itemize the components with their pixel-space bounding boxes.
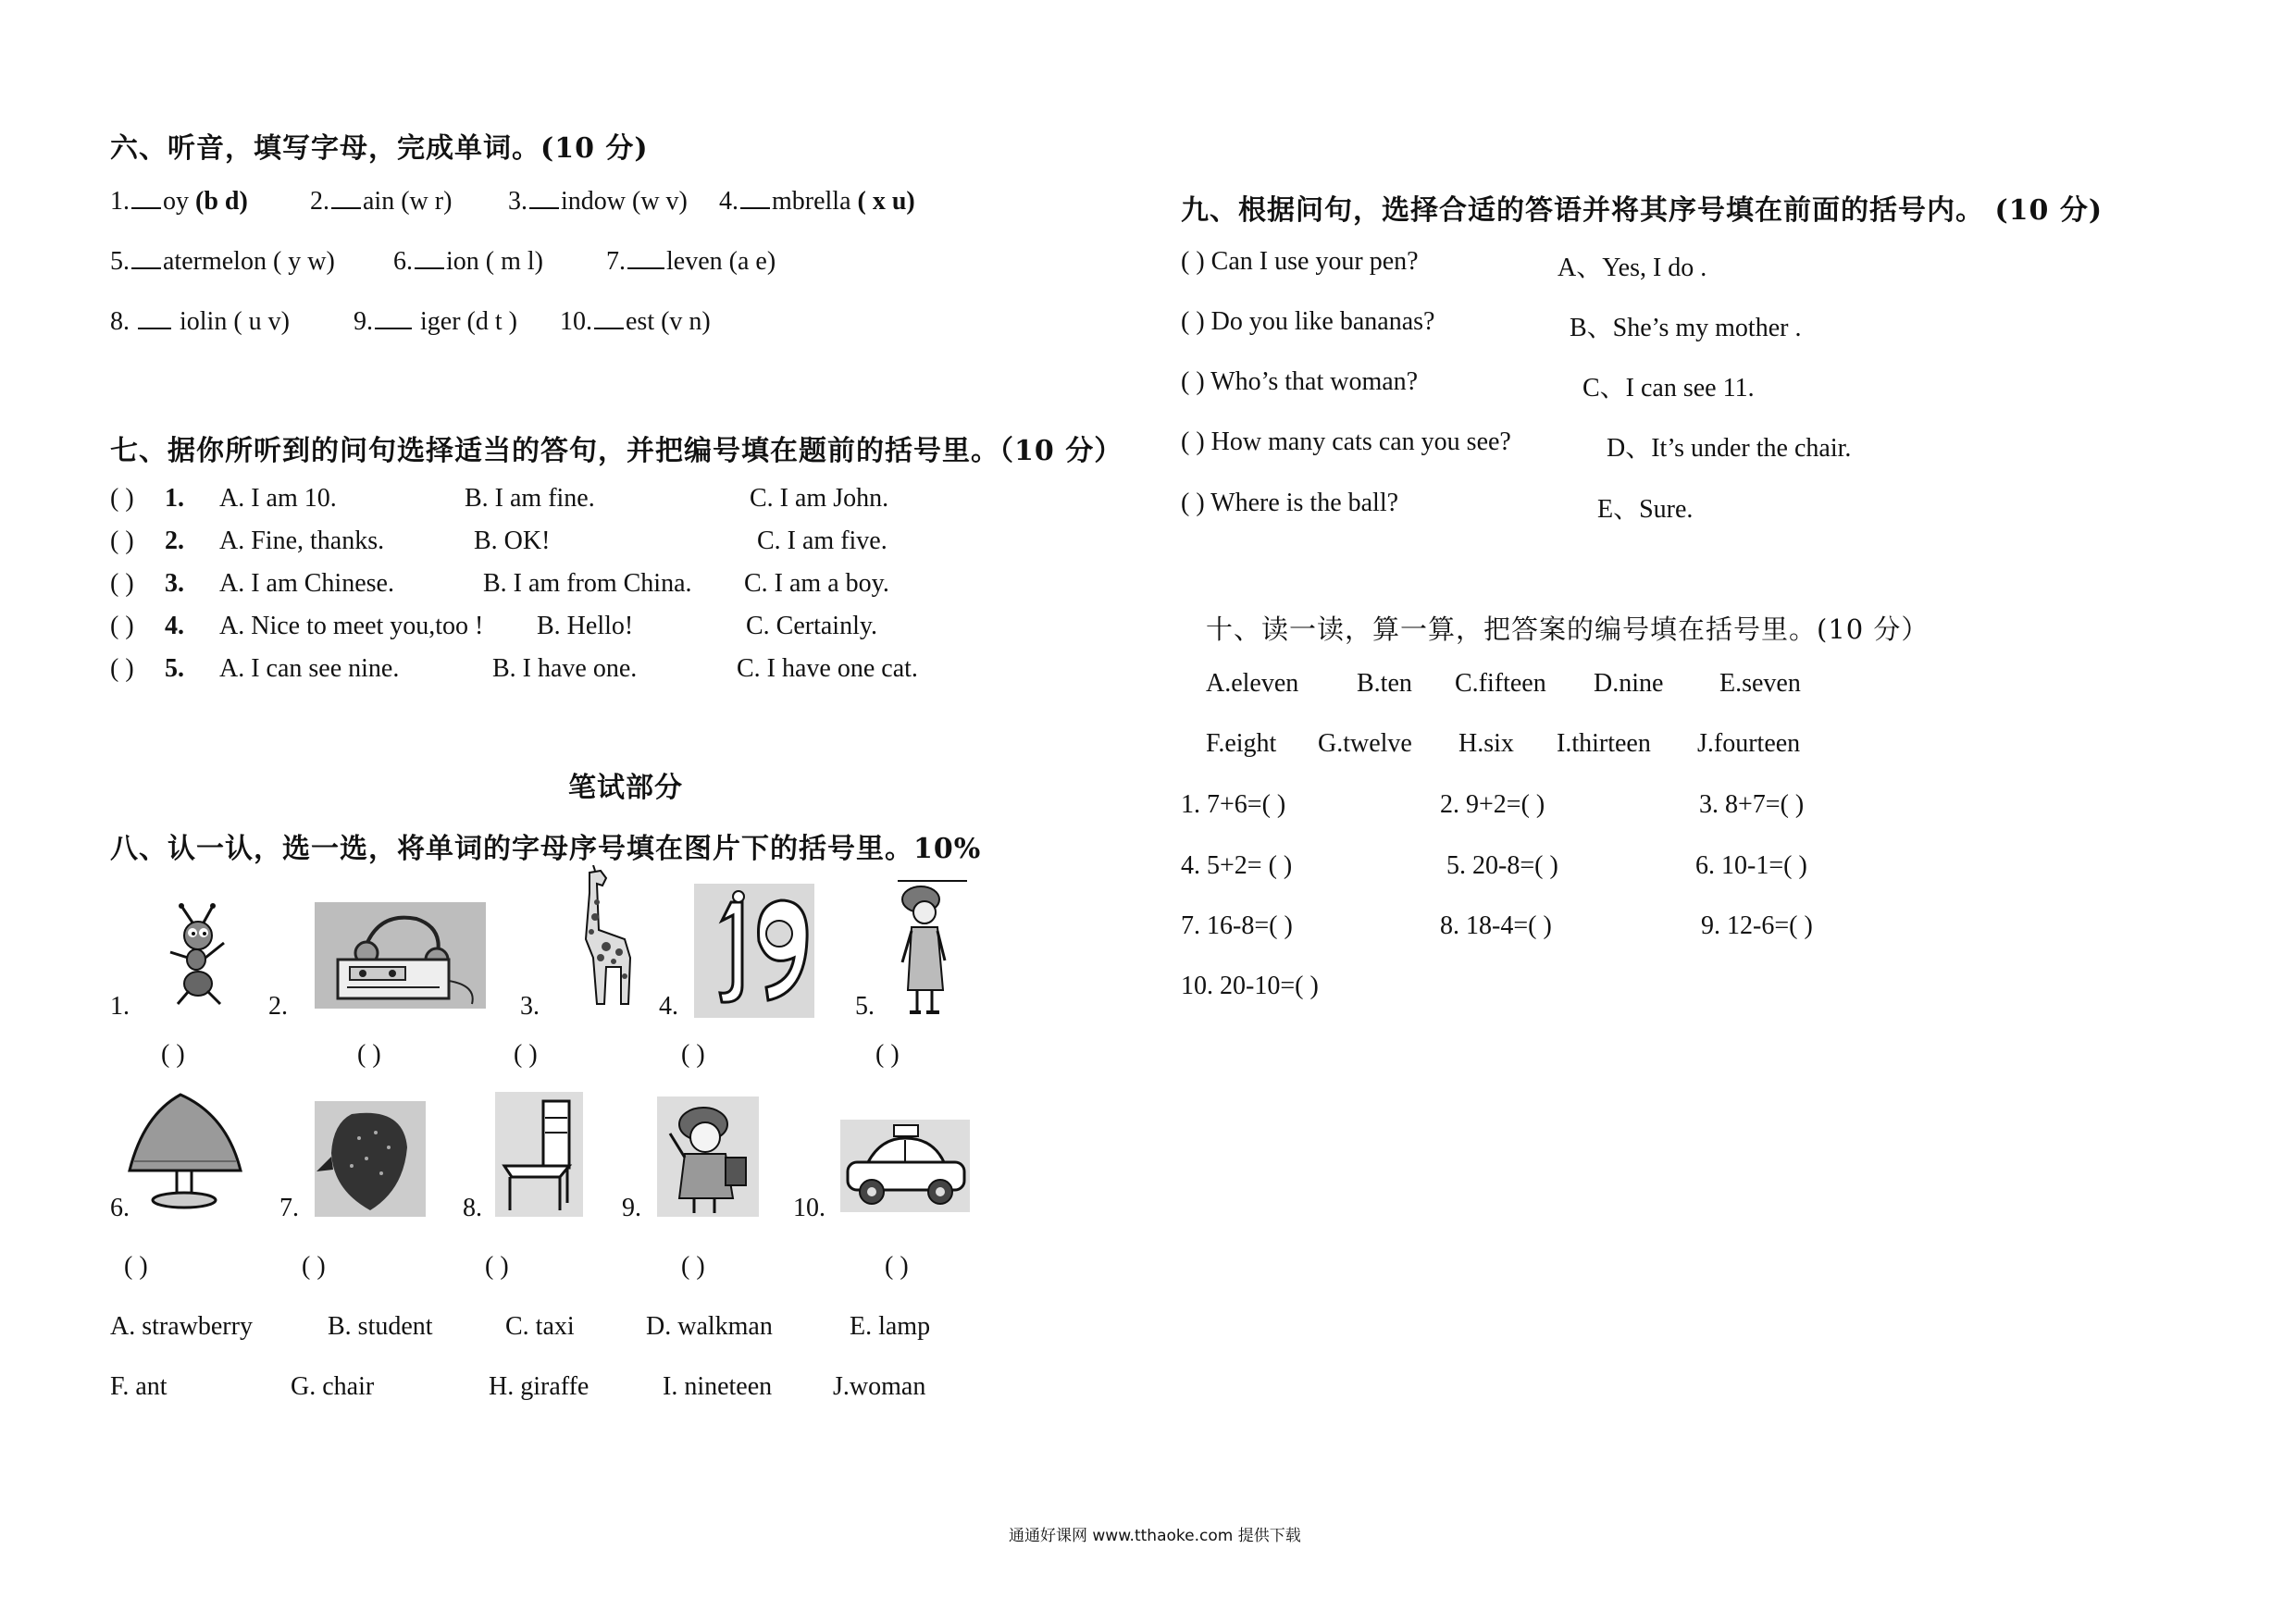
math-problem[interactable]: 5. 20-8=( ) [1446,851,1558,880]
number-option: F.eight [1206,729,1277,758]
answer-paren[interactable]: ( ) [110,484,134,513]
section-10-title: 十、读一读，算一算，把答案的编号填在括号里。(10 分） [1206,613,1930,645]
s9-answer: B、She’s my mother . [1570,314,1802,342]
walkman-icon [315,902,486,1009]
number-option: H.six [1458,729,1514,758]
fill-blank[interactable] [131,187,161,209]
ant-icon [157,902,241,1009]
s6-item-4: 4. mbrella ( x u) [719,187,915,216]
math-problem[interactable]: 1. 7+6=( ) [1181,790,1286,819]
question-number: 2. [165,527,184,555]
answer-paren[interactable]: ( ) [885,1252,909,1281]
s6-item-10: 10. est (v n) [560,307,711,336]
written-part-title: 笔试部分 [568,772,683,804]
question-number: 5. [165,654,184,683]
number-option: I.thirteen [1557,729,1651,758]
s6-item-8: 8. iolin ( u v) [110,307,290,336]
student-icon [657,1096,759,1217]
answer-paren[interactable]: ( ) [110,654,134,683]
fill-blank[interactable] [331,187,361,209]
picture-number: 7. [279,1194,299,1222]
section-8-title: 八、认一认，选一选，将单词的字母序号填在图片下的括号里。10% [110,833,982,865]
word-option: J.woman [833,1372,926,1401]
word-option: F. ant [110,1372,168,1401]
option-c: C. I am a boy. [744,569,889,598]
option-c: C. I am five. [757,527,887,555]
fill-blank[interactable] [529,187,559,209]
math-problem[interactable]: 3. 8+7=( ) [1699,790,1805,819]
chair-icon [495,1092,583,1217]
number-option: D.nine [1594,669,1664,698]
s6-item-3: 3. indow (w v) [508,187,688,216]
picture-number: 9. [622,1194,641,1222]
math-problem[interactable]: 10. 20-10=( ) [1181,972,1319,1000]
question-number: 1. [165,484,184,513]
math-problem[interactable]: 2. 9+2=( ) [1440,790,1545,819]
math-problem[interactable]: 8. 18-4=( ) [1440,911,1552,940]
fill-blank[interactable] [740,187,770,209]
word-option: G. chair [291,1372,375,1401]
option-b: B. I have one. [492,654,638,683]
word-option: C. taxi [505,1312,575,1341]
fill-blank[interactable] [627,247,664,269]
option-a: A. I am Chinese. [219,569,394,598]
number-option: G.twelve [1318,729,1412,758]
option-b: B. I am fine. [465,484,595,513]
option-a: A. I am 10. [219,484,337,513]
word-option: H. giraffe [489,1372,590,1401]
lamp-icon [125,1087,245,1212]
answer-paren[interactable]: ( ) [681,1040,705,1069]
strawberry-icon [315,1101,426,1217]
s6-item-2: 2. ain (w r) [310,187,453,216]
picture-number: 10. [793,1194,825,1222]
number-option: J.fourteen [1697,729,1801,758]
answer-paren[interactable]: ( ) [124,1252,148,1281]
s6-item-5: 5. atermelon ( y w) [110,247,335,276]
fill-blank[interactable] [415,247,444,269]
picture-number: 1. [110,992,130,1021]
math-problem[interactable]: 7. 16-8=( ) [1181,911,1293,940]
footer-source: 通通好课网 www.tthaoke.com 提供下载 [1009,1527,1301,1545]
s6-item-7: 7. leven (a e) [606,247,776,276]
s6-item-1: 1. oy (b d) [110,187,248,216]
word-option: D. walkman [646,1312,773,1341]
picture-number: 3. [520,992,540,1021]
picture-number: 6. [110,1194,130,1222]
picture-number: 5. [855,992,875,1021]
answer-paren[interactable]: ( ) [302,1252,326,1281]
picture-number: 4. [659,992,678,1021]
taxi-icon [840,1120,970,1212]
word-option: I. nineteen [663,1372,773,1401]
answer-paren[interactable]: ( ) [681,1252,705,1281]
option-c: C. Certainly. [746,612,878,640]
picture-number: 8. [463,1194,482,1222]
number-option: E.seven [1719,669,1801,698]
s9-question[interactable]: ( ) Who’s that woman? [1181,367,1419,396]
number-option: B.ten [1357,669,1412,698]
s9-answer: A、Yes, I do . [1558,254,1707,282]
question-number: 3. [165,569,184,598]
number-option: A.eleven [1206,669,1299,698]
section-9-title: 九、根据问句，选择合适的答语并将其序号填在前面的括号内。 (10 分) [1181,194,2104,227]
s9-question[interactable]: ( ) How many cats can you see? [1181,427,1511,456]
answer-paren[interactable]: ( ) [514,1040,538,1069]
question-number: 4. [165,612,184,640]
woman-icon [893,879,967,1018]
option-a: A. I can see nine. [219,654,400,683]
s9-answer: E、Sure. [1597,495,1694,524]
picture-number: 2. [268,992,288,1021]
math-problem[interactable]: 6. 10-1=( ) [1695,851,1807,880]
s9-question[interactable]: ( ) Do you like bananas? [1181,307,1435,336]
word-option: A. strawberry [110,1312,253,1341]
answer-paren[interactable]: ( ) [161,1040,185,1069]
fill-blank[interactable] [375,307,412,329]
option-a: A. Fine, thanks. [219,527,385,555]
answer-paren[interactable]: ( ) [110,612,134,640]
number-option: C.fifteen [1455,669,1546,698]
fill-blank[interactable] [131,247,161,269]
s9-question[interactable]: ( ) Can I use your pen? [1181,247,1419,276]
word-option: E. lamp [850,1312,931,1341]
option-c: C. I am John. [750,484,889,513]
answer-paren[interactable]: ( ) [485,1252,509,1281]
fill-blank[interactable] [138,307,171,329]
s9-answer: D、It’s under the chair. [1607,434,1852,463]
option-c: C. I have one cat. [737,654,918,683]
nineteen-icon [694,884,814,1018]
answer-paren[interactable]: ( ) [357,1040,381,1069]
s9-question[interactable]: ( ) Where is the ball? [1181,489,1399,517]
option-b: B. I am from China. [483,569,692,598]
option-b: B. Hello! [537,612,634,640]
fill-blank[interactable] [594,307,624,329]
option-a: A. Nice to meet you,too ! [219,612,484,640]
section-6-title: 六、听音，填写字母，完成单词。(10 分) [110,132,649,165]
math-problem[interactable]: 9. 12-6=( ) [1701,911,1813,940]
s9-answer: C、I can see 11. [1582,374,1755,403]
word-option: B. student [328,1312,433,1341]
giraffe-icon [569,865,643,1013]
answer-paren[interactable]: ( ) [110,527,134,555]
answer-paren[interactable]: ( ) [110,569,134,598]
s6-item-6: 6. ion ( m l) [393,247,543,276]
answer-paren[interactable]: ( ) [875,1040,900,1069]
option-b: B. OK! [474,527,551,555]
s6-item-9: 9. iger (d t ) [354,307,517,336]
math-problem[interactable]: 4. 5+2= ( ) [1181,851,1293,880]
section-7-title: 七、据你所听到的问句选择适当的答句，并把编号填在题前的括号里。（10 分） [110,435,1123,467]
